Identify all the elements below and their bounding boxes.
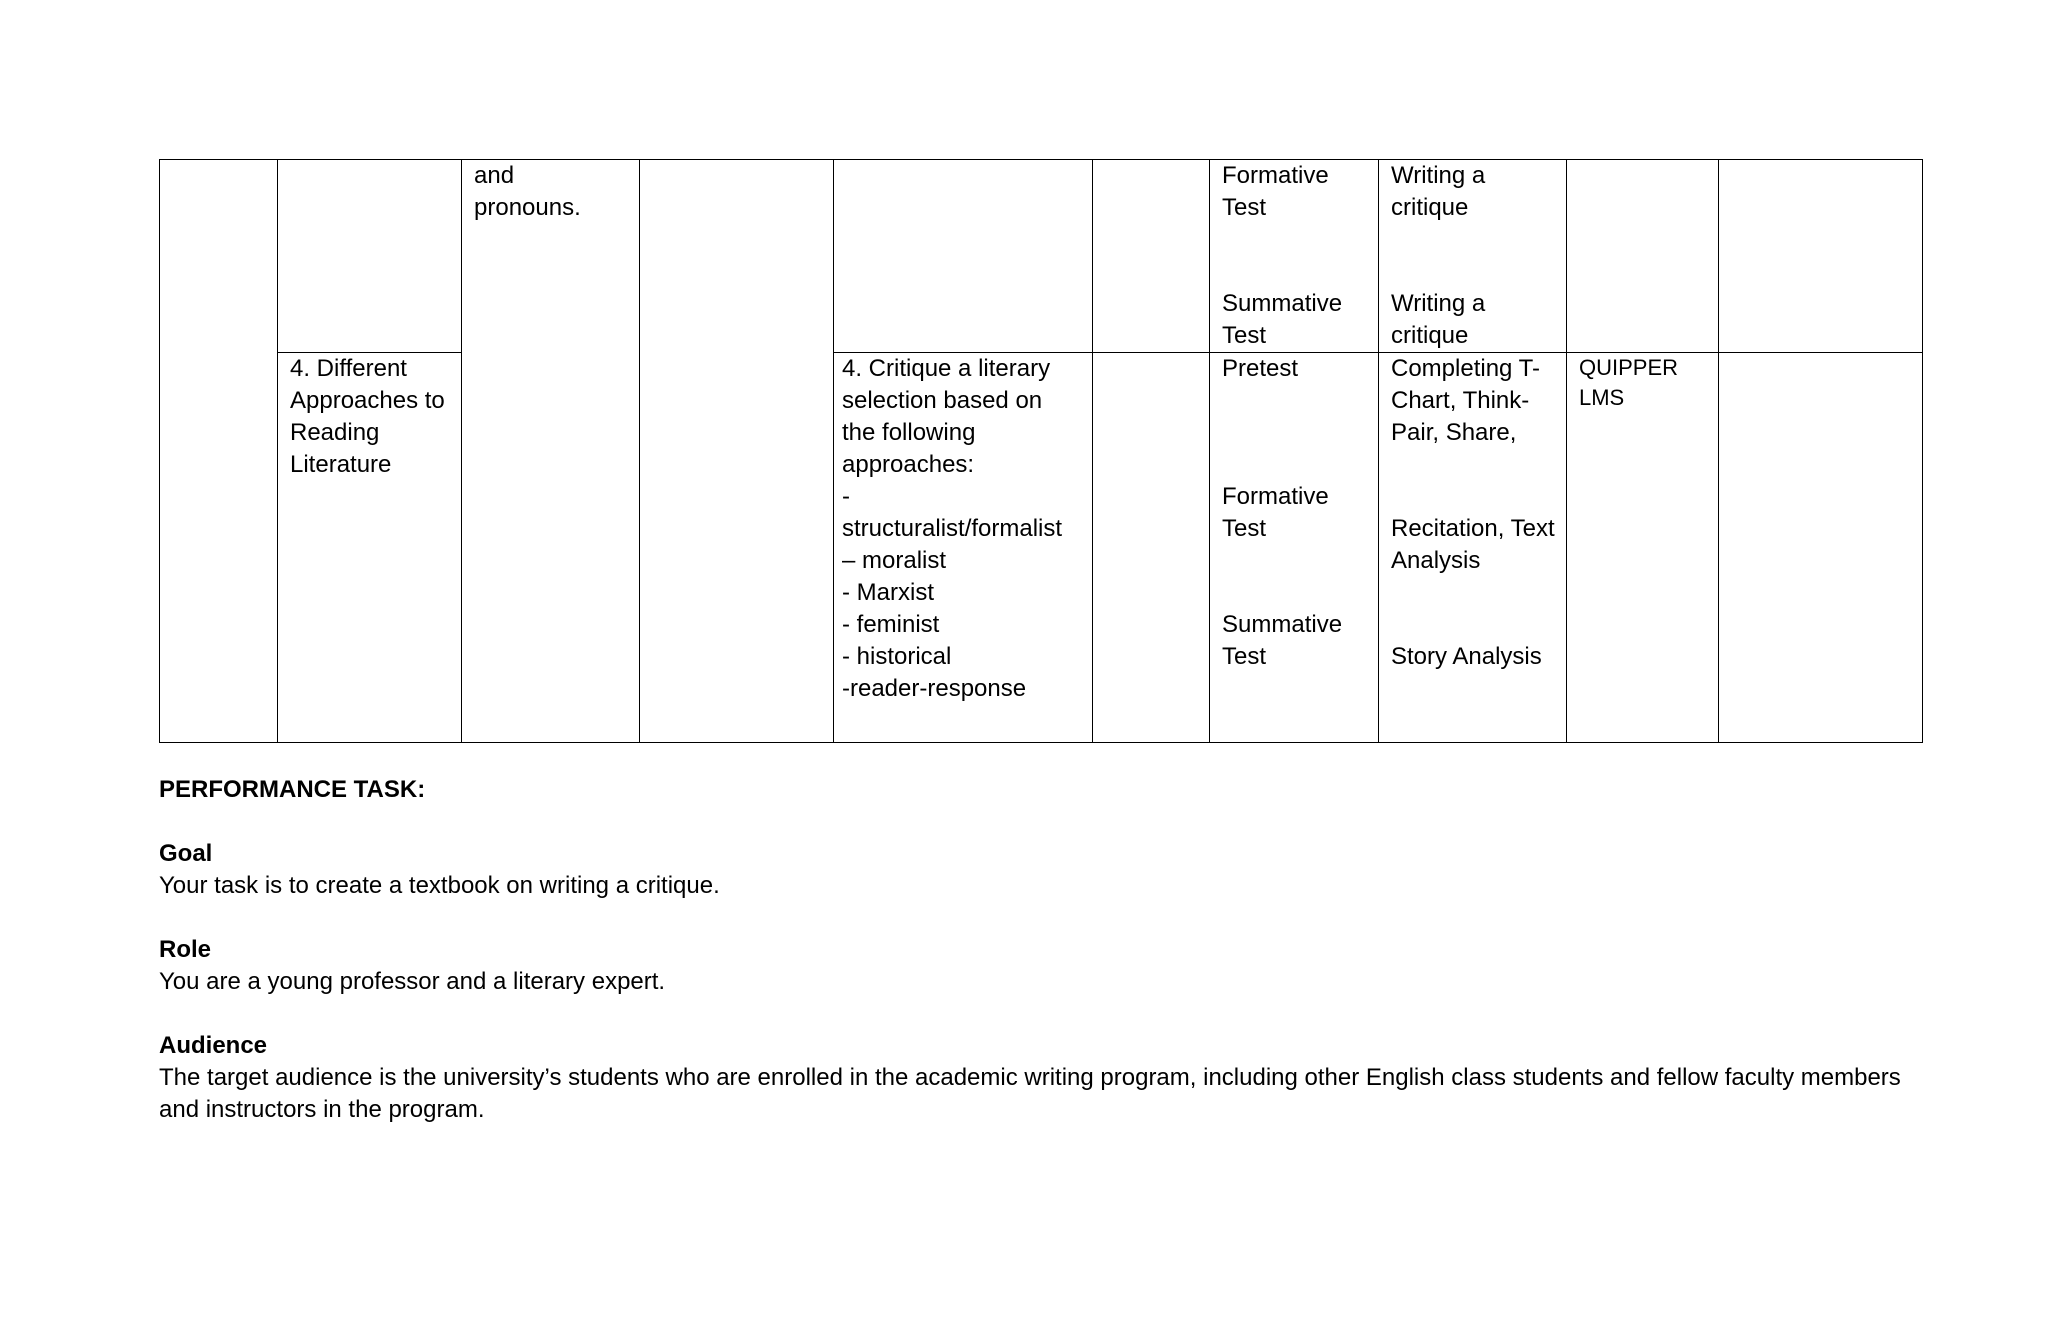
activity-cell: Writing a critique Writing a critique: [1379, 160, 1567, 353]
table-cell: [1719, 160, 1923, 353]
assessment-cell: Formative Test Summative Test: [1210, 160, 1379, 353]
performance-task-title: PERFORMANCE TASK:: [159, 776, 426, 803]
curriculum-table: [159, 159, 1923, 743]
table-cell: and pronouns.: [462, 160, 640, 743]
competency-cell: 4. Critique a literary selection based on the following approaches: - structuralist/formalist – moralist - Marxist - feminist - historical -reader-response: [834, 353, 1093, 743]
table-cell: [1093, 353, 1210, 743]
audience-text: The target audience is the university’s students who are enrolled in the academic writing program, including other English class students and fellow faculty members and instructors in the program.: [159, 1064, 1901, 1123]
activity-cell: Completing T- Chart, Think- Pair, Share, Recitation, Text Analysis Story Analysis: [1379, 353, 1567, 743]
role-text: You are a young professor and a literary expert.: [159, 968, 666, 995]
table-cell: [834, 160, 1093, 353]
table-row: [160, 160, 1923, 353]
table-cell: [1093, 160, 1210, 353]
table-cell: [640, 160, 834, 743]
table-row: [160, 353, 1923, 743]
audience-heading: Audience: [159, 1032, 268, 1059]
table-cell: [1567, 160, 1719, 353]
audience-block: [159, 1030, 1939, 1126]
table-cell: [278, 160, 462, 353]
table-cell: [160, 160, 278, 743]
goal-text: Your task is to create a textbook on writing a critique.: [159, 872, 720, 899]
resources-cell: QUIPPER LMS: [1567, 353, 1719, 743]
goal-heading: Goal: [159, 840, 213, 867]
table-cell: [1719, 353, 1923, 743]
performance-task-section: [159, 774, 1939, 1126]
role-block: [159, 934, 1939, 998]
role-heading: Role: [159, 936, 212, 963]
topic-cell: 4. Different Approaches to Reading Literature: [278, 353, 462, 743]
assessment-cell: Pretest Formative Test Summative Test: [1210, 353, 1379, 743]
goal-block: [159, 838, 1939, 902]
